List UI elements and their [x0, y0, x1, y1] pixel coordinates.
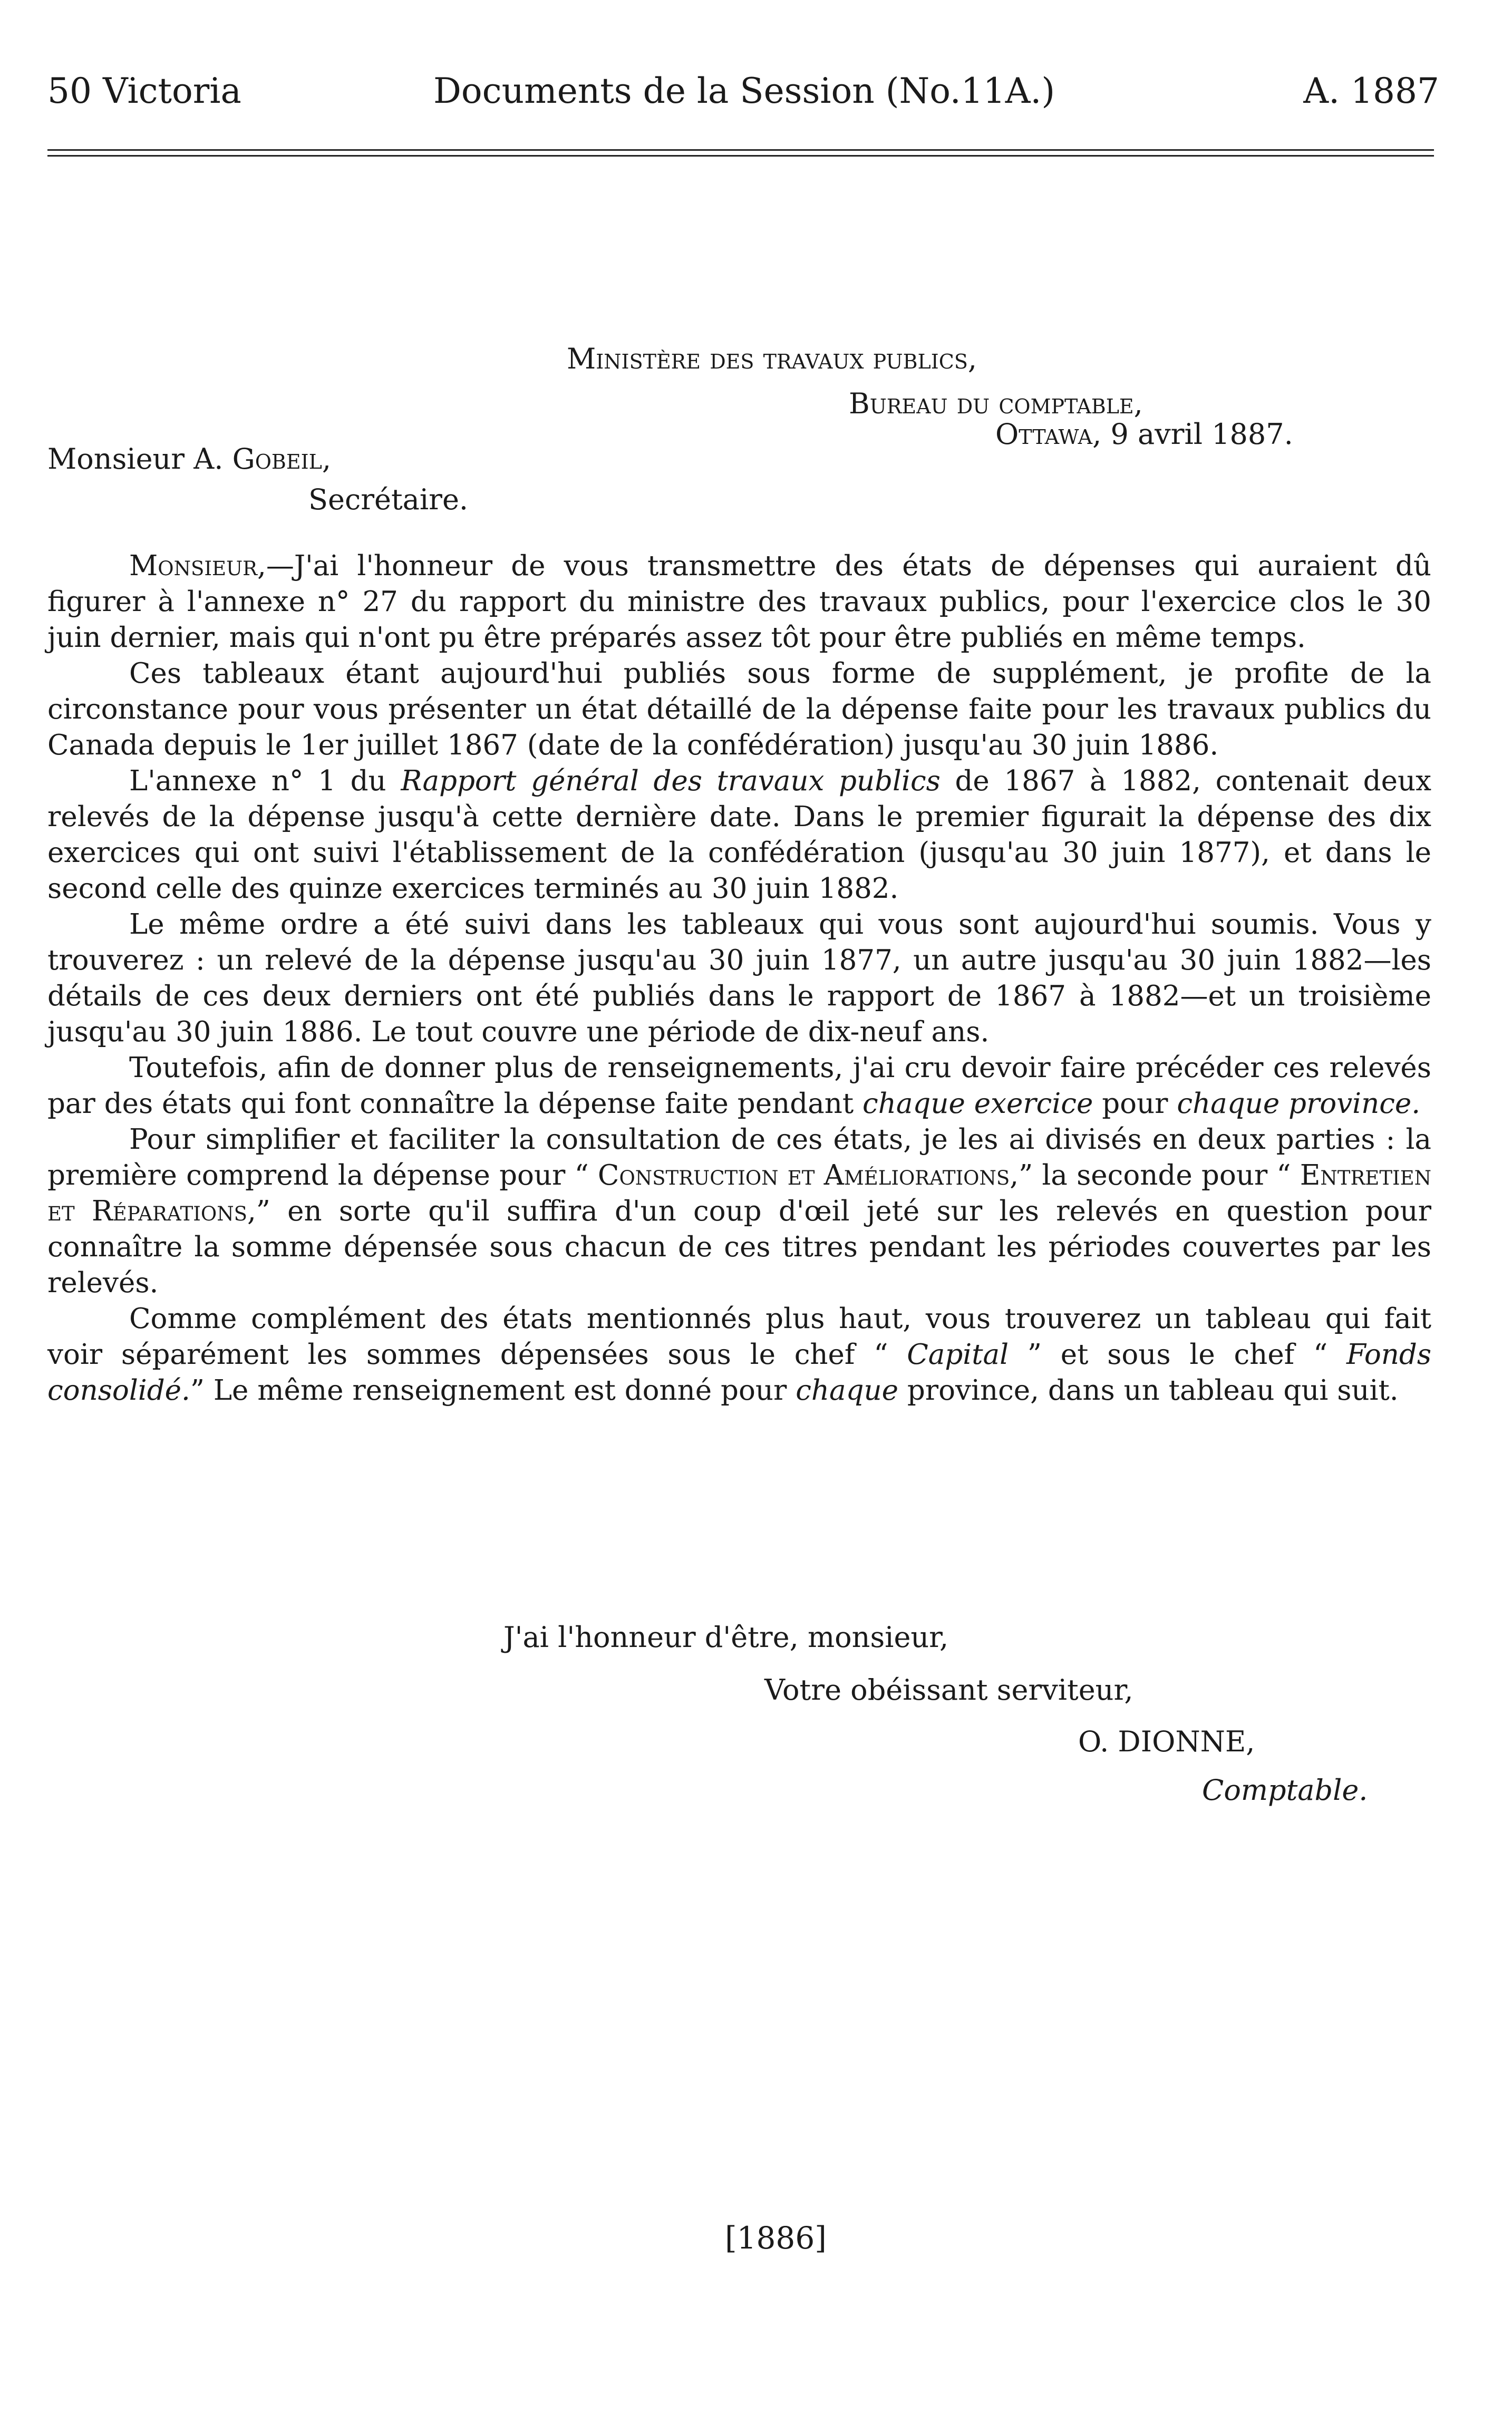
- paragraph-7-text-b: ” et sous le chef “: [1009, 1339, 1346, 1371]
- paragraph-6-text-a: Pour simplifier et faciliter la consultation de ces états, je les ai divisés en deux parties : la première comprend la dépense pour “: [47, 1123, 1431, 1191]
- paragraph-1-text: —J'ai l'honneur de vous transmettre des états de dépenses qui auraient dû figurer à l'annexe n° 27 du rapport du ministre des travaux publics, pour l'exercice clos le 30 juin dernier, mais qui n'ont pu être préparés assez tôt pour être publiés en même temps.: [47, 550, 1431, 654]
- letterhead-ministry: [567, 340, 977, 378]
- paragraph-2: Ces tableaux étant aujourd'hui publiés sous forme de supplément, je profite de la circonstance pour vous présenter un état détaillé de la dépense faite pour les travaux publics du Canada depuis le 1er juillet 1867 (date de la confédération) jusqu'au 30 juin 1886.: [47, 657, 1431, 761]
- running-header: [47, 67, 1439, 115]
- addressee-surname-rest: obeil,: [255, 442, 331, 476]
- paragraph-4: Le même ordre a été suivi dans les tableaux qui vous sont aujourd'hui soumis. Vous y trouverez : un relevé de la dépense jusqu'au 30 juin 1877, un autre jusqu'au 30 juin 1882—les détails de ces deux derniers ont été publiés dans le rapport de 1867 à 1882—et un troisième jusqu'au 30 juin 1886. Le tout couvre une période de dix-neuf ans.: [47, 908, 1431, 1048]
- addressee-surname-lead: G: [232, 442, 255, 476]
- paragraph-3-text-a: L'annexe n° 1 du: [129, 765, 401, 797]
- heading-fonds-consolide: Fonds consolidé.: [47, 1339, 1432, 1407]
- letterhead-bureau-rest: ureau du comptable,: [869, 387, 1143, 420]
- header-title: Documents de la Session (No.11A.): [433, 71, 1055, 111]
- letterhead-city-rest: ttawa,: [1019, 418, 1102, 451]
- signature-name: O. DIONNE,: [1078, 1725, 1255, 1758]
- addressee-prefix: Monsieur A.: [47, 442, 232, 476]
- paragraph-7: [47, 1301, 1431, 1409]
- letterhead-date: 9 avril 1887.: [1101, 418, 1293, 451]
- paragraph-3-text-b: de 1867 à 1882, contenait deux relevés de la dépense jusqu'à cette dernière date. Dans le premier figurait la dépense des dix exercices qui ont suivi l'établissement de la confédération (jusqu'au 30 juin 1877), et dans le second celle des quinze exercices terminés au 30 juin 1882.: [47, 765, 1432, 905]
- header-year: A. 1887: [1303, 71, 1439, 111]
- paragraph-5-text-a: Toutefois, afin de donner plus de renseignements, j'ai cru devoir faire précéder ces relevés par des états qui font connaître la dépense faite pendant: [47, 1052, 1431, 1120]
- letterhead-city-lead: O: [995, 418, 1019, 451]
- salutation-lead: M: [129, 550, 158, 582]
- report-title: Rapport général des travaux publics: [401, 765, 941, 797]
- paragraph-7-emphasis: chaque: [796, 1374, 899, 1407]
- paragraph-6: [47, 1122, 1431, 1301]
- addressee-role: Secrétaire.: [308, 483, 469, 516]
- paragraph-5-emphasis-2: chaque province.: [1177, 1088, 1421, 1120]
- paragraph-7-text-a: Comme complément des états mentionnés plus haut, vous trouverez un tableau qui fait voir séparément les sommes dépensées sous le chef “: [47, 1303, 1431, 1371]
- letterhead-ministry-lead: M: [567, 342, 596, 375]
- header-volume: 50 Victoria: [47, 71, 241, 111]
- letterhead-ministry-rest: inistère des travaux publics,: [596, 342, 977, 375]
- paragraph-7-text-d: province, dans un tableau qui suit.: [898, 1374, 1399, 1407]
- paragraph-7-text-c: ” Le même renseignement est donné pour: [190, 1374, 796, 1407]
- paragraph-5-text-b: pour: [1093, 1088, 1177, 1120]
- closing-line-1: J'ai l'honneur d'être, monsieur,: [503, 1621, 949, 1654]
- letter-body: [47, 548, 1431, 1409]
- closing-line-2: Votre obéissant serviteur,: [764, 1673, 1133, 1707]
- category-entretien: Entretien et Réparations,: [47, 1159, 1431, 1227]
- paragraph-5: [47, 1050, 1431, 1122]
- signature-title: Comptable.: [1202, 1774, 1368, 1807]
- heading-capital: Capital: [907, 1339, 1009, 1371]
- salutation-rest: onsieur,: [158, 550, 266, 582]
- paragraph-6-text-b: ” la seconde pour “: [1019, 1159, 1300, 1191]
- paragraph-3: [47, 763, 1431, 907]
- header-rule: [47, 149, 1434, 157]
- addressee-name: [47, 440, 331, 478]
- letterhead-place-date: [995, 415, 1293, 453]
- paragraph-6-text-c: ” en sorte qu'il suffira d'un coup d'œil jeté sur les relevés en question pour connaître la somme dépensée sous chacun de ces titres pendant les périodes couvertes par les relevés.: [47, 1195, 1432, 1299]
- page-marker: [1886]: [725, 2220, 827, 2256]
- category-construction: Construction et Améliorations,: [597, 1159, 1019, 1191]
- paragraph-5-emphasis-1: chaque exercice: [862, 1088, 1093, 1120]
- letterhead-bureau-lead: B: [849, 387, 870, 420]
- paragraph-1: [47, 548, 1431, 656]
